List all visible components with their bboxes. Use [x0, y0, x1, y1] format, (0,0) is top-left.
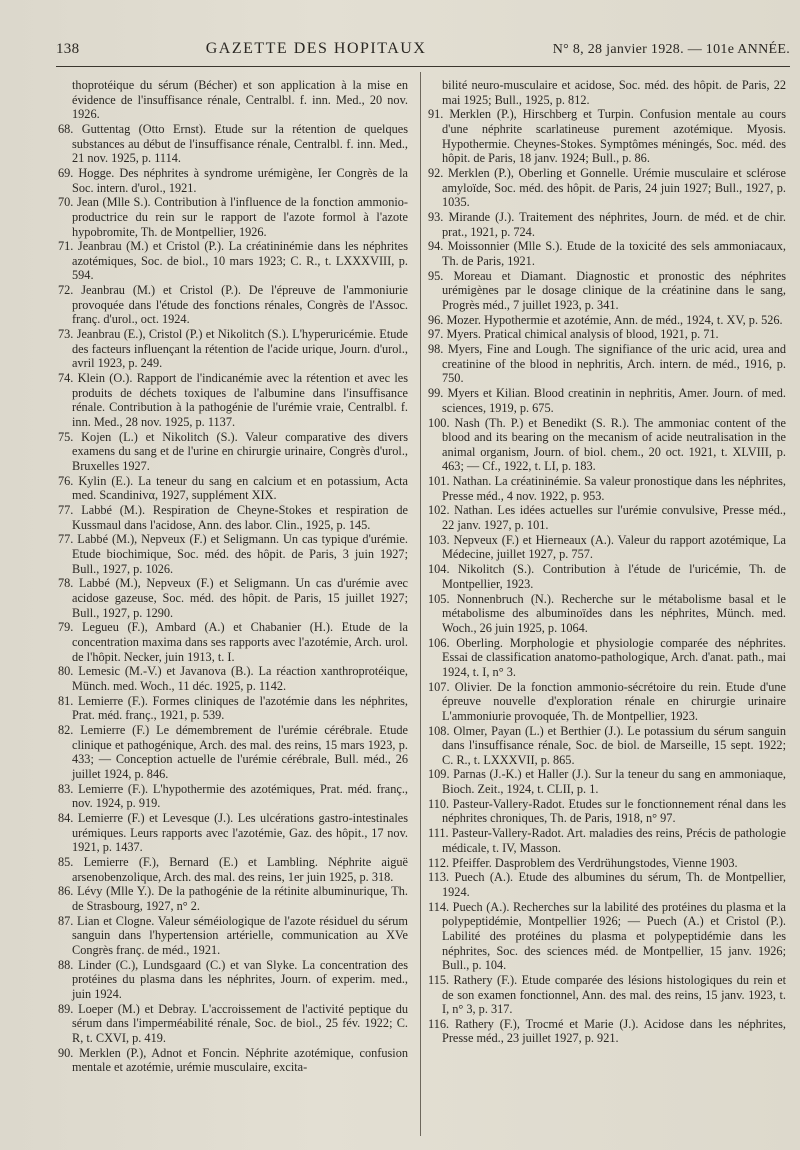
reference-entry: thoprotéique du sérum (Bécher) et son application à la mise en évidence de l'insuffisance rénale, Centralbl. f. inn. Med., 20 nov. 1926.	[72, 78, 408, 122]
reference-entry: 116. Rathery (F.), Trocmé et Marie (J.). Acidose dans les néphrites, Presse méd., 23 juillet 1927, p. 921.	[428, 1016, 786, 1046]
right-column	[428, 78, 786, 1148]
left-column	[58, 78, 408, 1148]
reference-entry: 115. Rathery (F.). Etude comparée des lésions histologiques du rein et de son examen fonctionnel, Ann. des mal. des reins, 15 janv. 1923, t. I, n° 3, p. 317.	[428, 972, 786, 1017]
reference-entry: 108. Olmer, Payan (L.) et Berthier (J.). Le potassium du sérum sanguin dans l'insuffisance rénale, Soc. de biol. de Marseille, 15 sept. 1922; C. R., t. LXXXVII, p. 865.	[428, 723, 786, 767]
reference-entry: 89. Loeper (M.) et Debray. L'accroissement de l'activité peptique du sérum dans l'imperméabilité rénale, Soc. de biol., 25 fév. 1922; C. R, t. CXVI, p. 419.	[58, 1001, 408, 1045]
reference-entry: 97. Myers. Pratical chimical analysis of blood, 1921, p. 71.	[428, 327, 719, 342]
page-number: 138	[56, 41, 80, 57]
reference-entry: 76. Kylin (E.). La teneur du sang en calcium et en potassium, Acta med. Scandinivα, 1927, supplément XIX.	[58, 473, 408, 503]
reference-entry: 109. Parnas (J.-K.) et Haller (J.). Sur la teneur du sang en ammoniaque, Bioch. Zeit., 1924, t. CLII, p. 1.	[428, 767, 786, 797]
reference-entry: 86. Lévy (Mlle Y.). De la pathogénie de la rétinite albuminurique, Th. de Strasbourg, 1927, n° 2.	[58, 884, 408, 913]
reference-entry: 77. Labbé (M.), Nepveux (F.) et Seligmann. Un cas typique d'urémie. Etude biochimique, Soc. méd. des hôpit. de Paris, 3 juin 1927; Bull., 1927, p. 1026.	[58, 532, 408, 576]
reference-entry: 92. Merklen (P.), Oberling et Gonnelle. Urémie musculaire et sclérose amyloïde, Soc. méd. des hôpit. de Paris, 24 juin 1927; Bull., 1927, p. 1035.	[428, 165, 786, 210]
reference-entry: 70. Jean (Mlle S.). Contribution à l'influence de la fonction ammonio-productrice du rein sur le rapport de l'azote formol à l'azote hypobromite, Th. de Montpellier, 1926.	[58, 195, 408, 239]
header-rule	[56, 66, 790, 67]
column-divider	[420, 72, 421, 1136]
reference-entry: 98. Myers, Fine and Lough. The signifiance of the uric acid, urea and creatinine of the blood in nephritis, Arch. intern. de méd., 1916, p. 750.	[428, 342, 786, 386]
journal-title: GAZETTE DES HOPITAUX	[205, 40, 427, 57]
reference-entry: 69. Hogge. Des néphrites à syndrome urémigène, Ier Congrès de la Soc. intern. d'urol., 1921.	[58, 165, 408, 195]
reference-entry: 84. Lemierre (F.) et Levesque (J.). Les ulcérations gastro-intestinales urémiques. Leurs rapports avec l'azotémie, Gaz. des hôpit., 17 nov. 1921, p. 1437.	[58, 811, 408, 855]
reference-entry: 74. Klein (O.). Rapport de l'indicanémie avec la rétention et avec les produits de déchets toxiques de l'albumine dans l'insuffisance rénale. Contribution à la pathogénie de l'urémie vraie, Centralbl. f. inn. Med., 28 nov. 1925, p. 1137.	[58, 371, 408, 429]
reference-entry: 73. Jeanbrau (E.), Cristol (P.) et Nikolitch (S.). L'hyperuricémie. Etude des facteurs influençant la rétention de l'acide urique, Journ. d'urol., avril 1923, p. 249.	[58, 327, 408, 371]
reference-entry: bilité neuro-musculaire et acidose, Soc. méd. des hôpit. de Paris, 22 mai 1925; Bull., 1925, p. 812.	[442, 78, 786, 107]
reference-entry: 110. Pasteur-Vallery-Radot. Etudes sur le fonctionnement rénal dans les néphrites chroniques, Th. de Paris, 1918, n° 97.	[428, 796, 786, 826]
reference-entry: 103. Nepveux (F.) et Hierneaux (A.). Valeur du rapport azotémique, La Médecine, juillet 1927, p. 757.	[428, 532, 786, 562]
reference-entry: 71. Jeanbrau (M.) et Cristol (P.). La créatininémie dans les néphrites azotémiques, Soc. de biol., 10 mars 1923; C. R., t. LXXXVIII, p. 594.	[58, 239, 408, 283]
reference-entry: 99. Myers et Kilian. Blood creatinin in nephritis, Amer. Journ. of med. sciences, 1919, p. 675.	[428, 386, 786, 415]
reference-entry: 91. Merklen (P.), Hirschberg et Turpin. Confusion mentale au cours d'une néphrite scarlatineuse purement azotémique. Myosis. Hypothermie. Cheynes-Stokes. Symptômes méningés, Soc. méd. des hôpit. de Paris, 18 janv. 1924; Bull., p. 86.	[428, 107, 786, 166]
reference-entry: 82. Lemierre (F.) Le démembrement de l'urémie cérébrale. Etude clinique et pathogénique, Arch. des mal. des reins, 15 mars 1923, p. 433; — Conception actuelle de l'urémie cérébrale, Bull. méd., 26 juillet 1924, p. 846.	[58, 723, 408, 781]
reference-entry: 96. Mozer. Hypothermie et azotémie, Ann. de méd., 1924, t. XV, p. 526.	[428, 312, 783, 327]
reference-entry: 94. Moissonnier (Mlle S.). Etude de la toxicité des sels ammoniacaux, Th. de Paris, 1921.	[428, 239, 786, 268]
reference-entry: 88. Linder (C.), Lundsgaard (C.) et van Slyke. La concentration des protéines du plasma dans les néphrites, Journ. of experim. med., juin 1924.	[58, 957, 408, 1001]
reference-entry: 80. Lemesic (M.-V.) et Javanova (B.). La réaction xanthroprotéique, Münch. med. Woch., 11 déc. 1925, p. 1142.	[58, 664, 408, 693]
reference-entry: 105. Nonnenbruch (N.). Recherche sur le métabolisme basal et le métabolisme des albuminoïdes dans les néphrites, Münch. med. Woch., 26 juin 1925, p. 1064.	[428, 591, 786, 635]
reference-entry: 95. Moreau et Diamant. Diagnostic et pronostic des néphrites urémigènes par le dosage clinique de la créatinine dans le sang, Progrès méd., 7 juillet 1923, p. 341.	[428, 268, 786, 312]
reference-entry: 93. Mirande (J.). Traitement des néphrites, Journ. de méd. et de chir. prat., 1921, p. 724.	[428, 209, 786, 239]
page-header	[56, 40, 790, 64]
reference-entry: 77. Labbé (M.). Respiration de Cheyne-Stokes et respiration de Kussmaul dans l'acidose, Ann. des labor. Clin., 1925, p. 145.	[58, 503, 408, 532]
reference-entry: 79. Legueu (F.), Ambard (A.) et Chabanier (H.). Etude de la concentration maxima dans ses rapports avec l'azotémie, Arch. urol. de l'hôpit. Necker, juin 1913, t. I.	[58, 620, 408, 664]
reference-entry: 113. Puech (A.). Etude des albumines du sérum, Th. de Montpellier, 1924.	[428, 870, 786, 899]
reference-entry: 83. Lemierre (F.). L'hypothermie des azotémiques, Prat. méd. franç., nov. 1924, p. 919.	[58, 781, 408, 811]
reference-entry: 85. Lemierre (F.), Bernard (E.) et Lambling. Néphrite aiguë arsenobenzolique, Arch. des mal. des reins, 1er juin 1925, p. 318.	[58, 855, 408, 884]
reference-entry: 90. Merklen (P.), Adnot et Foncin. Néphrite azotémique, confusion mentale et azotémie, urémie musculaire, excita-	[58, 1045, 408, 1075]
reference-entry: 112. Pfeiffer. Dasproblem des Verdrühungstodes, Vienne 1903.	[428, 855, 738, 870]
reference-entry: 102. Nathan. Les idées actuelles sur l'urémie convulsive, Presse méd., 22 janv. 1927, p. 101.	[428, 503, 786, 533]
reference-entry: 100. Nash (Th. P.) et Benedikt (S. R.). The ammoniac content of the blood and its bearing on the mecanism of acide neutralisation in the animal organism, Journ. of biol. chem., 20 oct. 1921, t. XLVIII, p. 463; — Cf., 1922, t. LI, p. 183.	[428, 415, 786, 474]
reference-entry: 114. Puech (A.). Recherches sur la labilité des protéines du plasma et la polypeptidémie, Montpellier 1926; — Puech (A.) et Cristol (P.). Labilité des protéines du plasma et polypeptidémie dans les néphrites, Soc. des sciences méd. de Montpellier, 15 janv. 1926; Bull., p. 104.	[428, 899, 786, 973]
reference-entry: 87. Lian et Clogne. Valeur séméiologique de l'azote résiduel du sérum sanguin dans l'hypertension artérielle, communication au XVe Congrès franç. de méd., 1921.	[58, 913, 408, 957]
reference-entry: 81. Lemierre (F.). Formes cliniques de l'azotémie dans les néphrites, Prat. méd. franç., 1921, p. 539.	[58, 693, 408, 723]
reference-entry: 106. Oberling. Morphologie et physiologie comparée des néphrites. Essai de classification anatomo-pathologique, Arch. d'anat. path., mai 1924, t. I, n° 3.	[428, 635, 786, 679]
reference-entry: 104. Nikolitch (S.). Contribution à l'étude de l'uricémie, Th. de Montpellier, 1923.	[428, 562, 786, 591]
reference-entry: 78. Labbé (M.), Nepveux (F.) et Seligmann. Un cas d'urémie avec acidose gazeuse, Soc. méd. des hôpit. de Paris, 15 juillet 1927; Bull., 1927, p. 1290.	[58, 576, 408, 620]
reference-entry: 72. Jeanbrau (M.) et Cristol (P.). De l'épreuve de l'ammoniurie provoquée dans l'étude des fonctions rénales, Congrès de l'Assoc. franç. d'urol., oct. 1924.	[58, 283, 408, 327]
reference-entry: 101. Nathan. La créatininémie. Sa valeur pronostique dans les néphrites, Presse méd., 4 nov. 1922, p. 953.	[428, 474, 786, 503]
reference-entry: 68. Guttentag (Otto Ernst). Etude sur la rétention de quelques substances au début de l'insuffisance rénale, Centralbl. f. inn. Med., 21 nov. 1925, p. 1114.	[58, 121, 408, 166]
issue-info: N° 8, 28 janvier 1928. — 101e ANNÉE.	[552, 42, 790, 57]
reference-entry: 107. Olivier. De la fonction ammonio-sécrétoire du rein. Etude d'une épreuve nouvelle d'exploration rénale en chirurgie urinaire L'ammoniurie provoquée, Th. de Montpellier, 1923.	[428, 679, 786, 723]
reference-entry: 75. Kojen (L.) et Nikolitch (S.). Valeur comparative des divers examens du sang et de l'urine en chirurgie urinaire, Congrès d'urol., Bruxelles 1927.	[58, 429, 408, 473]
reference-entry: 111. Pasteur-Vallery-Radot. Art. maladies des reins, Précis de pathologie médicale, t. IV, Masson.	[428, 826, 786, 855]
